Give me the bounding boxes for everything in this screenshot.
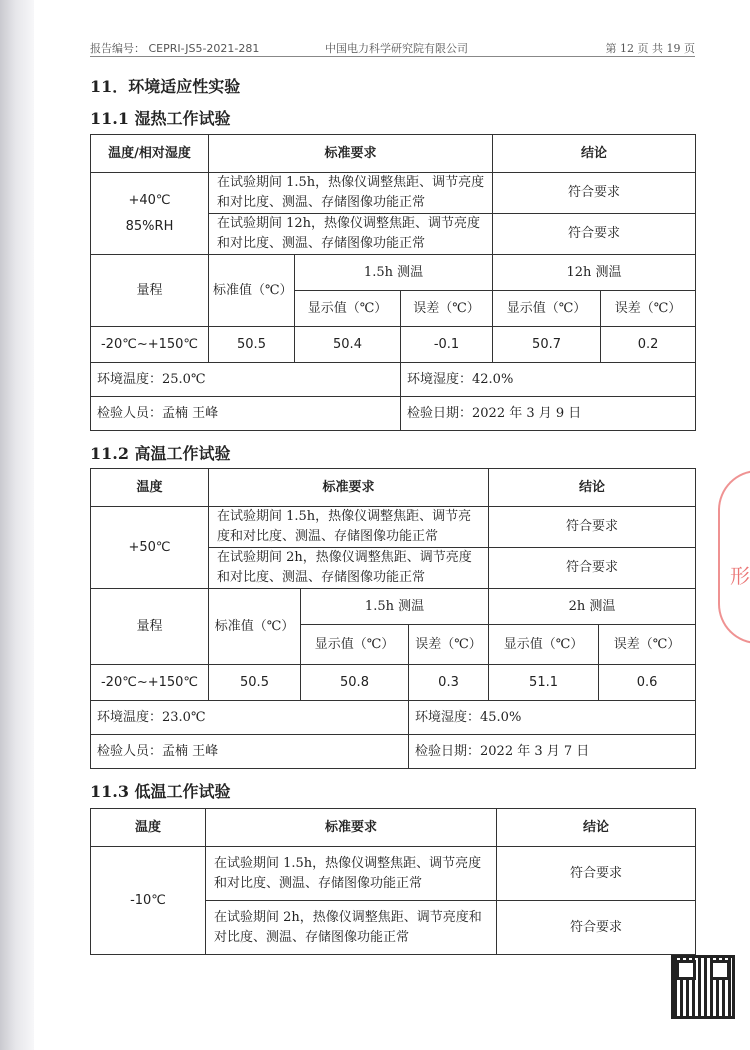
error-label: 误差（℃） [401,291,493,327]
group1-label: 1.5h 测温 [295,255,493,291]
seal-stamp-text: 形 [730,564,750,588]
display-value-1: 50.8 [301,665,409,701]
standard-value: 50.5 [209,665,301,701]
qr-code [671,955,735,1019]
error-value-1: -0.1 [401,327,493,363]
humid-heat-table [90,134,696,431]
standard-value-label: 标准值（℃） [209,255,295,327]
header-requirement: 标准要求 [206,809,497,847]
report-number: 报告编号： CEPRI-JS5-2021-281 [90,42,260,55]
display-value-label-2: 显示值（℃） [489,625,599,665]
requirement-2: 在试验期间 2h，热像仪调整焦距、调节亮度和对比度、测温、存储图像功能正常 [209,548,489,589]
condition-rh: 85%RH [125,218,174,234]
standard-value-label: 标准值（℃） [209,589,301,665]
error-value-1: 0.3 [409,665,489,701]
low-temp-table [90,808,696,955]
subsection-title-humid-heat: 11.1 湿热工作试验 [90,109,231,128]
header-condition: 温度/相对湿度 [91,135,209,173]
inspection-date: 检验日期：2022 年 3 月 7 日 [409,735,696,769]
display-value-label-2: 显示值（℃） [493,291,601,327]
section-title: 11．环境适应性实验 [90,77,241,96]
range-value: -20℃~+150℃ [91,327,209,363]
error-value-2: 0.2 [601,327,696,363]
header-conclusion: 结论 [493,135,696,173]
conclusion-1: 符合要求 [493,173,696,214]
conclusion-2: 符合要求 [489,548,696,589]
error-label-2: 误差（℃） [599,625,696,665]
inspection-date: 检验日期：2022 年 3 月 9 日 [401,397,696,431]
header-conclusion: 结论 [497,809,696,847]
error-label: 误差（℃） [409,625,489,665]
range-value: -20℃~+150℃ [91,665,209,701]
range-label: 量程 [91,255,209,327]
requirement-2: 在试验期间 2h，热像仪调整焦距、调节亮度和对比度、测温、存储图像功能正常 [206,901,497,955]
group2-label: 2h 测温 [489,589,696,625]
condition-temp: -10℃ [91,847,206,955]
binding-shadow [0,0,34,1050]
conclusion-2: 符合要求 [493,214,696,255]
group1-label: 1.5h 测温 [301,589,489,625]
condition-temp: +50℃ [91,507,209,589]
header-requirement: 标准要求 [209,135,493,173]
company-name: 中国电力科学研究院有限公司 [325,42,468,55]
error-label-2: 误差（℃） [601,291,696,327]
ambient-humidity: 环境湿度：45.0% [409,701,696,735]
requirement-1: 在试验期间 1.5h，热像仪调整焦距、调节亮度和对比度、测温、存储图像功能正常 [209,173,493,214]
page-header [90,38,695,57]
display-value-label: 显示值（℃） [301,625,409,665]
header-requirement: 标准要求 [209,469,489,507]
group2-label: 12h 测温 [493,255,696,291]
standard-value: 50.5 [209,327,295,363]
header-conclusion: 结论 [489,469,696,507]
error-value-2: 0.6 [599,665,696,701]
range-label: 量程 [91,589,209,665]
subsection-title-low-temp: 11.3 低温工作试验 [90,782,231,801]
ambient-temperature: 环境温度：23.0℃ [91,701,409,735]
inspector: 检验人员：孟楠 王峰 [91,397,401,431]
header-condition: 温度 [91,809,206,847]
seal-stamp [718,470,750,644]
ambient-humidity: 环境湿度：42.0% [401,363,696,397]
requirement-2: 在试验期间 12h，热像仪调整焦距、调节亮度和对比度、测温、存储图像功能正常 [209,214,493,255]
display-value-label: 显示值（℃） [295,291,401,327]
high-temp-table [90,468,696,769]
condition-cell [91,173,209,255]
conclusion-1: 符合要求 [489,507,696,548]
condition-temp: +40℃ [128,192,171,208]
header-condition: 温度 [91,469,209,507]
inspector: 检验人员：孟楠 王峰 [91,735,409,769]
subsection-title-high-temp: 11.2 高温工作试验 [90,444,231,463]
requirement-1: 在试验期间 1.5h，热像仪调整焦距、调节亮度和对比度、测温、存储图像功能正常 [209,507,489,548]
conclusion-2: 符合要求 [497,901,696,955]
requirement-1: 在试验期间 1.5h，热像仪调整焦距、调节亮度和对比度、测温、存储图像功能正常 [206,847,497,901]
conclusion-1: 符合要求 [497,847,696,901]
display-value-2: 51.1 [489,665,599,701]
display-value-2: 50.7 [493,327,601,363]
ambient-temperature: 环境温度：25.0℃ [91,363,401,397]
page-number: 第 12 页 共 19 页 [605,42,695,55]
display-value-1: 50.4 [295,327,401,363]
